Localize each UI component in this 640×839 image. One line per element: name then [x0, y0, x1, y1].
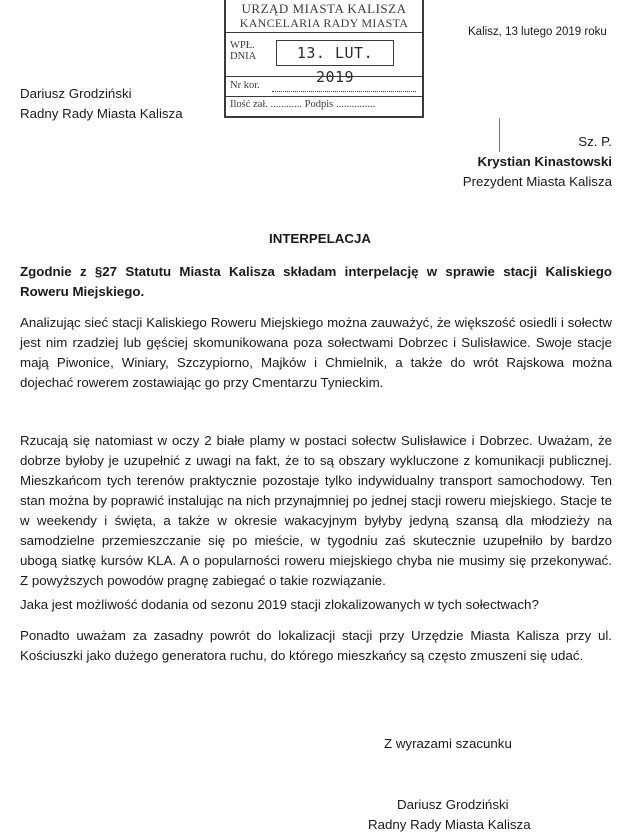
- question-paragraph: Jaka jest możliwość dodania od sezonu 2019 stacji zlokalizowanych w tych sołectwach?: [20, 597, 539, 612]
- stamp-dnia-label: DNIA: [230, 51, 257, 62]
- stamp-nr-kor-label: Nr kor.: [230, 80, 260, 91]
- intro-paragraph: Zgodnie z §27 Statutu Miasta Kalisza składam interpelację w sprawie stacji Kaliskiego Roweru Miejskiego.: [20, 264, 612, 299]
- registry-stamp: [224, 0, 424, 118]
- stamp-divider: [226, 76, 422, 77]
- stamp-wpl-label: WPŁ.: [230, 40, 255, 51]
- pen-mark: [499, 118, 500, 152]
- body-paragraph: Analizując sieć stacji Kaliskiego Roweru Miejskiego można zauważyć, że większość osiedli i sołectw jest nim rzadziej lub gęściej skomunikowana poza sołectwami Dobrzec i Sulisławice. Swoje stacje mają Piwonice, Winiary, Szczypiorno, Majków i Chmielnik, a także do wrót Rajskowa można dojechać rowerem zostawiając go przy Cmentarzu Tynieckim.: [20, 315, 612, 390]
- document-title: INTERPELACJA: [269, 231, 371, 246]
- stamp-received-label: [230, 40, 256, 62]
- body-paragraph: Rzucają się natomiast w oczy 2 białe plamy w postaci sołectw Sulisławice i Dobrzec. Uważam, że dobrze byłoby je uzupełnić z uwagi na fakt, że to są obszary wykluczone z komunikacji publicznej. Mieszkańcom tych terenów praktycznie pozostaje tylko indywidualny transport samochodowy. Ten stan można by poprawić instalując na nich przynajmniej po jednej stacji roweru miejskiego. Stacje te w weekendy i święta, a także w okresie wakacyjnym byłyby jedyną szansą dla młodzieży na samodzielne przemieszczanie się po mieście, w tygodniu zaś skutecznie uzupełniło by bardzo ubogą siatkę kursów KLA. A o popularności roweru miejskiego chyba nie musimy się przekonywać. Z powyższych powodów pragnę zabiegać o takie rozwiązanie.: [20, 433, 612, 588]
- signature-role: Radny Rady Miasta Kalisza: [368, 817, 531, 832]
- stamp-attachments-label: Ilość zał. ............ Podpis ...............: [230, 99, 376, 110]
- stamp-divider: [226, 32, 422, 33]
- stamp-divider: [226, 96, 422, 97]
- stamp-department-name: KANCELARIA RADY MIASTA: [239, 16, 409, 30]
- stamp-nr-kor-line: [272, 91, 416, 92]
- addressee-salutation: Sz. P.: [578, 134, 612, 149]
- sender-role: Radny Rady Miasta Kalisza: [20, 106, 183, 121]
- closing-phrase: Z wyrazami szacunku: [384, 736, 512, 751]
- body-paragraph: Ponadto uważam za zasadny powrót do lokalizacji stacji przy Urzędzie Miasta Kalisza przy ul. Kościuszki jako dużego generatora ruchu, do którego mieszkańcy są często zmuszeni się udać.: [20, 628, 612, 663]
- stamp-office-name: URZĄD MIASTA KALISZA: [241, 1, 407, 16]
- addressee-name: Krystian Kinastowski: [477, 154, 612, 169]
- stamp-received-date: 13. LUT. 2019: [276, 40, 394, 66]
- place-date: Kalisz, 13 lutego 2019 roku: [468, 26, 607, 38]
- sender-name: Dariusz Grodziński: [20, 86, 132, 101]
- signature-name: Dariusz Grodziński: [397, 797, 509, 812]
- addressee-role: Prezydent Miasta Kalisza: [462, 174, 612, 189]
